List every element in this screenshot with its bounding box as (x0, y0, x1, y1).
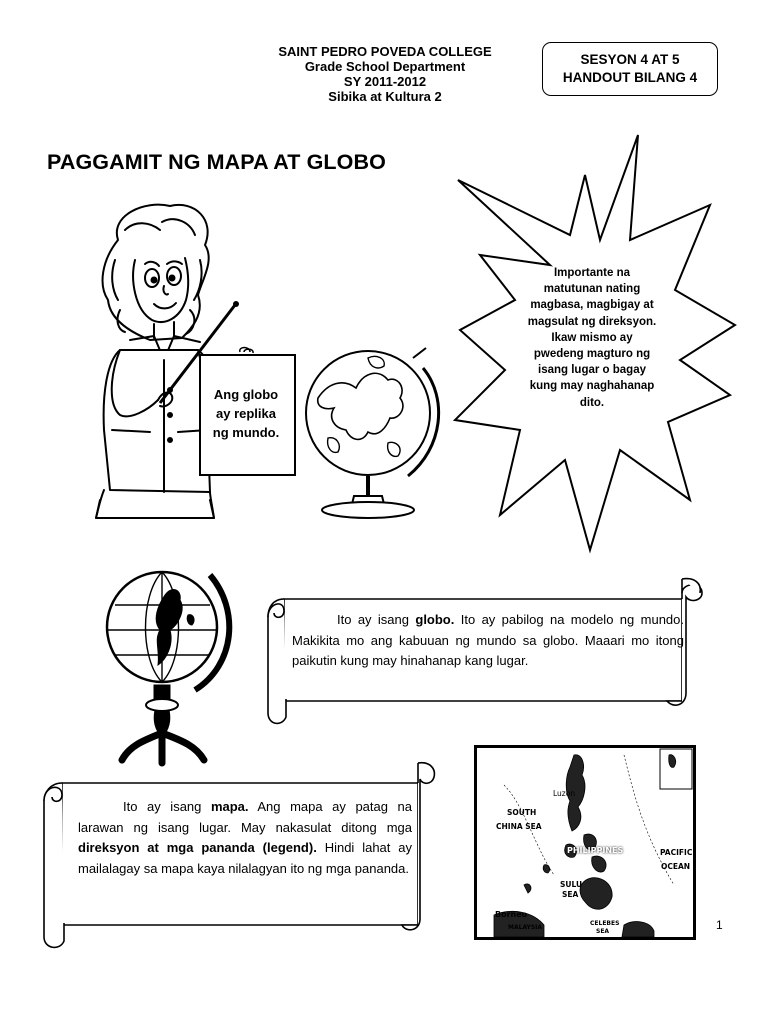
map-text-middle: Ang mapa ay patag na larawan ng isang lugar. May nakasulat ditong mga (78, 799, 412, 835)
map-label-pacific: PACIFIC (660, 848, 693, 857)
globe-stand-illustration (100, 555, 240, 770)
map-label-philippines: PHILIPPINES (567, 846, 624, 855)
starburst-line: Importante na (553, 267, 631, 279)
map-label-malaysia: MALAYSIA (508, 924, 543, 931)
school-name: SAINT PEDRO POVEDA COLLEGE (278, 44, 492, 59)
page-title: PAGGAMIT NG MAPA AT GLOBO (47, 150, 386, 174)
starburst-line: dito. (579, 396, 605, 409)
sign-text (204, 385, 288, 442)
session-box (542, 42, 718, 96)
starburst-line: isang lugar o bagay (538, 364, 646, 377)
starburst-line: Ikaw mismo ay (551, 331, 633, 344)
map-label-celebes-sea: SEA (596, 928, 610, 935)
starburst-line: magbasa, magbigay at (530, 299, 654, 312)
globe-text-rest: Ito ay pabilog na modelo ng mundo. Makikita mo ang kabuuan ng mundo sa globo. Maaari mo itong paikutin kung may hinahanap kang lugar. (292, 612, 684, 668)
globe-illustration (298, 328, 444, 520)
page-number: 1 (716, 918, 723, 932)
school-year: SY 2011-2012 (343, 74, 427, 89)
starburst-line: magsulat ng direksyon. (527, 315, 657, 328)
map-label-borneo: Borneo (495, 910, 528, 919)
map-label-south: SOUTH (507, 808, 537, 817)
map-text-rest: Hindi lahat ay mailalagay sa mapa kaya nilalagyan ito ng mga pananda. (78, 840, 412, 876)
map-label-sulu: SULU (560, 880, 583, 889)
sign-line: ay replika (216, 406, 276, 421)
map-description (78, 797, 412, 879)
starburst-line: pwedeng magturo ng (533, 348, 651, 361)
school-header (220, 44, 550, 104)
globe-description (292, 610, 684, 672)
session-line: SESYON 4 AT 5 (580, 52, 680, 67)
sign-line: Ang globo (213, 387, 279, 402)
legend-keyword: direksyon at mga pananda (legend). (78, 840, 317, 855)
subject-name: Sibika at Kultura 2 (328, 89, 442, 104)
map-label-celebes: CELEBES (590, 920, 620, 927)
globe-text: Ito ay isang (337, 612, 416, 627)
map-keyword: mapa. (210, 799, 249, 814)
map-label-china-sea: CHINA SEA (496, 822, 542, 831)
map-label-luzon: Luzon (553, 789, 576, 798)
teacher-illustration (90, 200, 310, 520)
map-text: Ito ay isang (123, 799, 211, 814)
sign-line: ng mundo. (212, 425, 280, 440)
globe-keyword: globo. (415, 612, 455, 627)
starburst-text (512, 265, 672, 411)
starburst-line: matutunan nating (543, 283, 641, 296)
map-label-ocean: OCEAN (661, 862, 691, 871)
starburst-line: kung may naghahanap (529, 380, 655, 393)
handout-line: HANDOUT BILANG 4 (562, 70, 698, 85)
department-name: Grade School Department (304, 59, 466, 74)
map-label-sulu-sea: SEA (562, 890, 579, 899)
